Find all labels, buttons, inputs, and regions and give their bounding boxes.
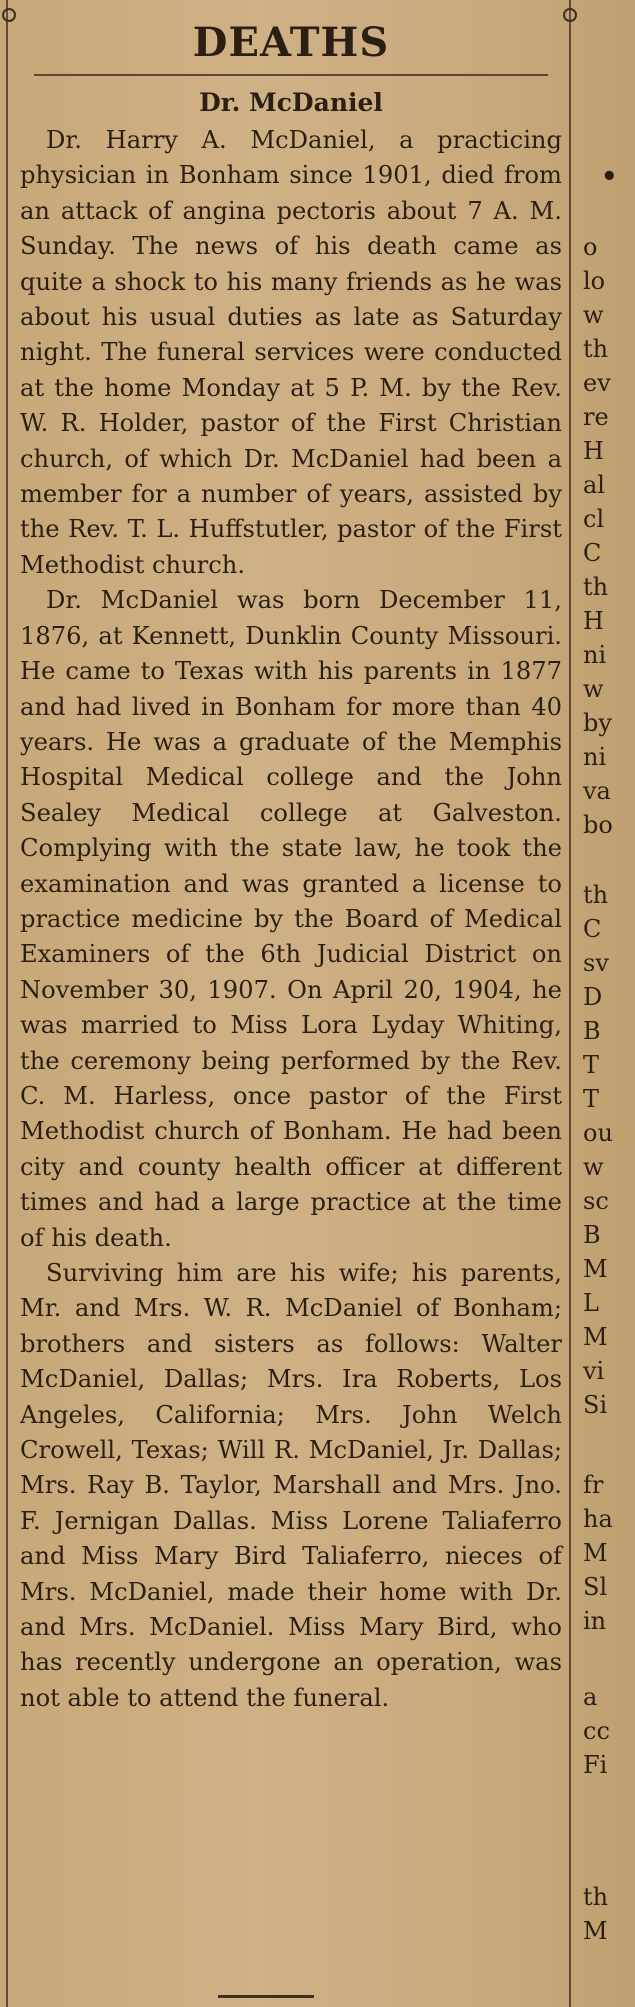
adjacent-column-fragment: T <box>583 1051 600 1079</box>
adjacent-column-fragment: by <box>583 709 612 737</box>
end-of-article-rule <box>218 1995 314 1998</box>
adjacent-column-fragment: M <box>583 1255 608 1283</box>
paragraph-3: Surviving him are his wife; his parents, Mr. and Mrs. W. R. McDaniel of Bonham; brothers and sisters as follows: Walter McDaniel, Dallas; Mrs. Ira Roberts, Los Angeles, California; Mrs. John Welch Crowell, Texas; Will R. McDaniel, Jr. Dallas; Mrs. Ray B. Taylor, Marshall and Mrs. Jno. F. Jernigan Dallas. Miss Lorene Taliaferro and Miss Mary Bird Taliaferro, nieces of Mrs. McDaniel, made their home with Dr. and Mrs. McDaniel. Miss Mary Bird, who has recently undergone an operation, was not able to attend the funeral. <box>20 1259 562 1712</box>
adjacent-column-fragment: Si <box>583 1391 608 1419</box>
bullet-mark: • <box>601 162 618 192</box>
adjacent-column-fragment: vi <box>583 1357 605 1385</box>
deaths-column <box>20 12 562 1716</box>
paragraph-1: Dr. Harry A. McDaniel, a practicing physician in Bonham since 1901, died from an attack of angina pectoris about 7 A. M. Sunday. The news of his death came as quite a shock to his many friends as he was about his usual duties as late as Saturday night. The funeral services were conducted at the home Monday at 5 P. M. by the Rev. W. R. Holder, pastor of the First Christian church, of which Dr. McDaniel had been a member for a number of years, assisted by the Rev. T. L. Huffstutler, pastor of the First Methodist church. <box>20 126 562 579</box>
adjacent-column-fragment: B <box>583 1017 601 1045</box>
adjacent-column-fragment: a <box>583 1683 598 1711</box>
adjacent-column-fragment: bo <box>583 811 613 839</box>
adjacent-column-fragment: M <box>583 1323 608 1351</box>
adjacent-column-fragment: H <box>583 437 604 465</box>
adjacent-column-fragment: H <box>583 607 604 635</box>
adjacent-column-fragment: ha <box>583 1505 613 1533</box>
adjacent-column-fragment: C <box>583 915 602 943</box>
adjacent-column-fragment: th <box>583 881 609 909</box>
adjacent-column-fragment: L <box>583 1289 599 1317</box>
adjacent-column-fragment: w <box>583 301 604 329</box>
adjacent-column-fragment: D <box>583 983 603 1011</box>
adjacent-column-fragment: in <box>583 1607 607 1635</box>
adjacent-column-fragment: ou <box>583 1119 613 1147</box>
adjacent-column-fragment: M <box>583 1539 608 1567</box>
adjacent-column-fragment: th <box>583 335 609 363</box>
obituary-body <box>20 123 562 1716</box>
adjacent-column-fragment: th <box>583 573 609 601</box>
adjacent-column-fragment: sv <box>583 949 609 977</box>
adjacent-column-fragment: C <box>583 539 602 567</box>
adjacent-column-fragment: re <box>583 403 609 431</box>
adjacent-column-fragment: M <box>583 1917 608 1945</box>
adjacent-column-fragment: w <box>583 675 604 703</box>
obituary-title: Dr. McDaniel <box>199 88 383 117</box>
column-divider-rule <box>569 0 571 2007</box>
adjacent-column-fragment: va <box>583 777 611 805</box>
paragraph-2: Dr. McDaniel was born December 11, 1876, at Kennett, Dunklin County Missouri. He came to Texas with his parents in 1877 and had lived in Bonham for more than 40 years. He was a graduate of the Memphis Hospital Medical college and the John Sealey Medical college at Galveston. Complying with the state law, he took the examination and was granted a license to practice medicine by the Board of Medical Examiners of the 6th Judicial District on November 30, 1907. On April 20, 1904, he was married to Miss Lora Lyday Whiting, the ceremony being performed by the Rev. C. M. Harless, once pastor of the First Methodist church of Bonham. He had been city and county health officer at different times and had a large practice at the time of his death. <box>20 586 562 1252</box>
adjacent-column-fragment: sc <box>583 1187 609 1215</box>
adjacent-column-fragment: B <box>583 1221 601 1249</box>
adjacent-column-fragment: ni <box>583 641 607 669</box>
adjacent-column-fragment: ev <box>583 369 611 397</box>
right-corner-mark <box>563 8 577 22</box>
adjacent-column-fragment: al <box>583 471 605 499</box>
adjacent-column-fragment: o <box>583 233 598 261</box>
heading-rule <box>34 74 548 76</box>
left-column-rule <box>6 0 8 2007</box>
adjacent-column-fragment: lo <box>583 267 606 295</box>
adjacent-column-fragment: Sl <box>583 1573 608 1601</box>
adjacent-column-fragment: ni <box>583 743 607 771</box>
adjacent-column-fragment: w <box>583 1153 604 1181</box>
left-corner-mark <box>2 8 16 22</box>
adjacent-column-fragment: Fi <box>583 1751 608 1779</box>
adjacent-column-fragment: fr <box>583 1471 604 1499</box>
section-heading: DEATHS <box>192 19 390 66</box>
adjacent-column-fragment: cl <box>583 505 605 533</box>
adjacent-column-fragment: th <box>583 1883 609 1911</box>
adjacent-column-edge <box>577 0 635 2007</box>
adjacent-column-fragment: cc <box>583 1717 610 1745</box>
adjacent-column-fragment: T <box>583 1085 600 1113</box>
